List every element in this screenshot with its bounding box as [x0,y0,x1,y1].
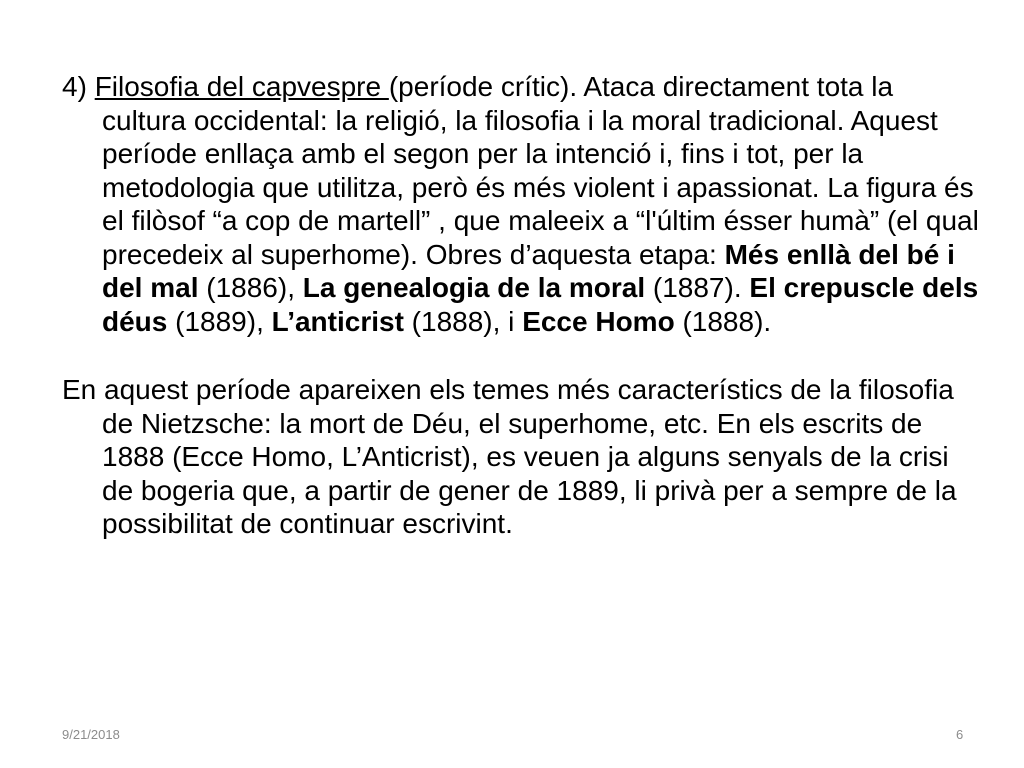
body-text: En aquest període apareixen els temes més característics de la filosofia de Nietzsche: la mort de Déu, el superhome, etc. En els escrits de 1888 (Ecce Homo, L’Anticrist), es veuen ja alguns senyals de la crisi de bogeria que, a partir de gener de 1889, li privà per a sempre de la possibilitat de continuar escrivint. [62,374,957,539]
paragraph-capvespre [62,70,982,338]
body-text: (1888), i [403,305,523,337]
footer-date: 9/21/2018 [62,727,120,742]
paragraph-number: 4) [62,71,95,102]
work-title: La genealogia de la moral [302,272,646,303]
work-title: El crepuscle dels déus [102,272,979,337]
slide-number: 6 [956,727,964,742]
body-text: (1886), [198,272,303,303]
slide-body [62,70,982,541]
body-text: (període crític). Ataca directament tota la cultura occidental: la religió, la filosofia i la moral tradicional. Aquest període enllaça amb el segon per la intenció i, fins i tot, per la metodologia que utilitza, però és més violent i apassionat. La figura és el filòsof “a cop de martell” , que maleeix a “l'últim ésser humà” (el qual precedeix al superhome). Obres d’aquesta etapa: [102,71,979,270]
body-text: (1887). [645,272,750,303]
paragraph-temes [62,373,982,541]
work-title: Ecce Homo [522,305,675,337]
section-heading: Filosofia del capvespre [94,71,389,102]
body-text: (1888). [674,305,772,337]
work-title: L’anticrist [271,305,404,337]
work-title: Més enllà del bé i del mal [102,238,955,303]
body-text: (1889), [167,305,272,337]
